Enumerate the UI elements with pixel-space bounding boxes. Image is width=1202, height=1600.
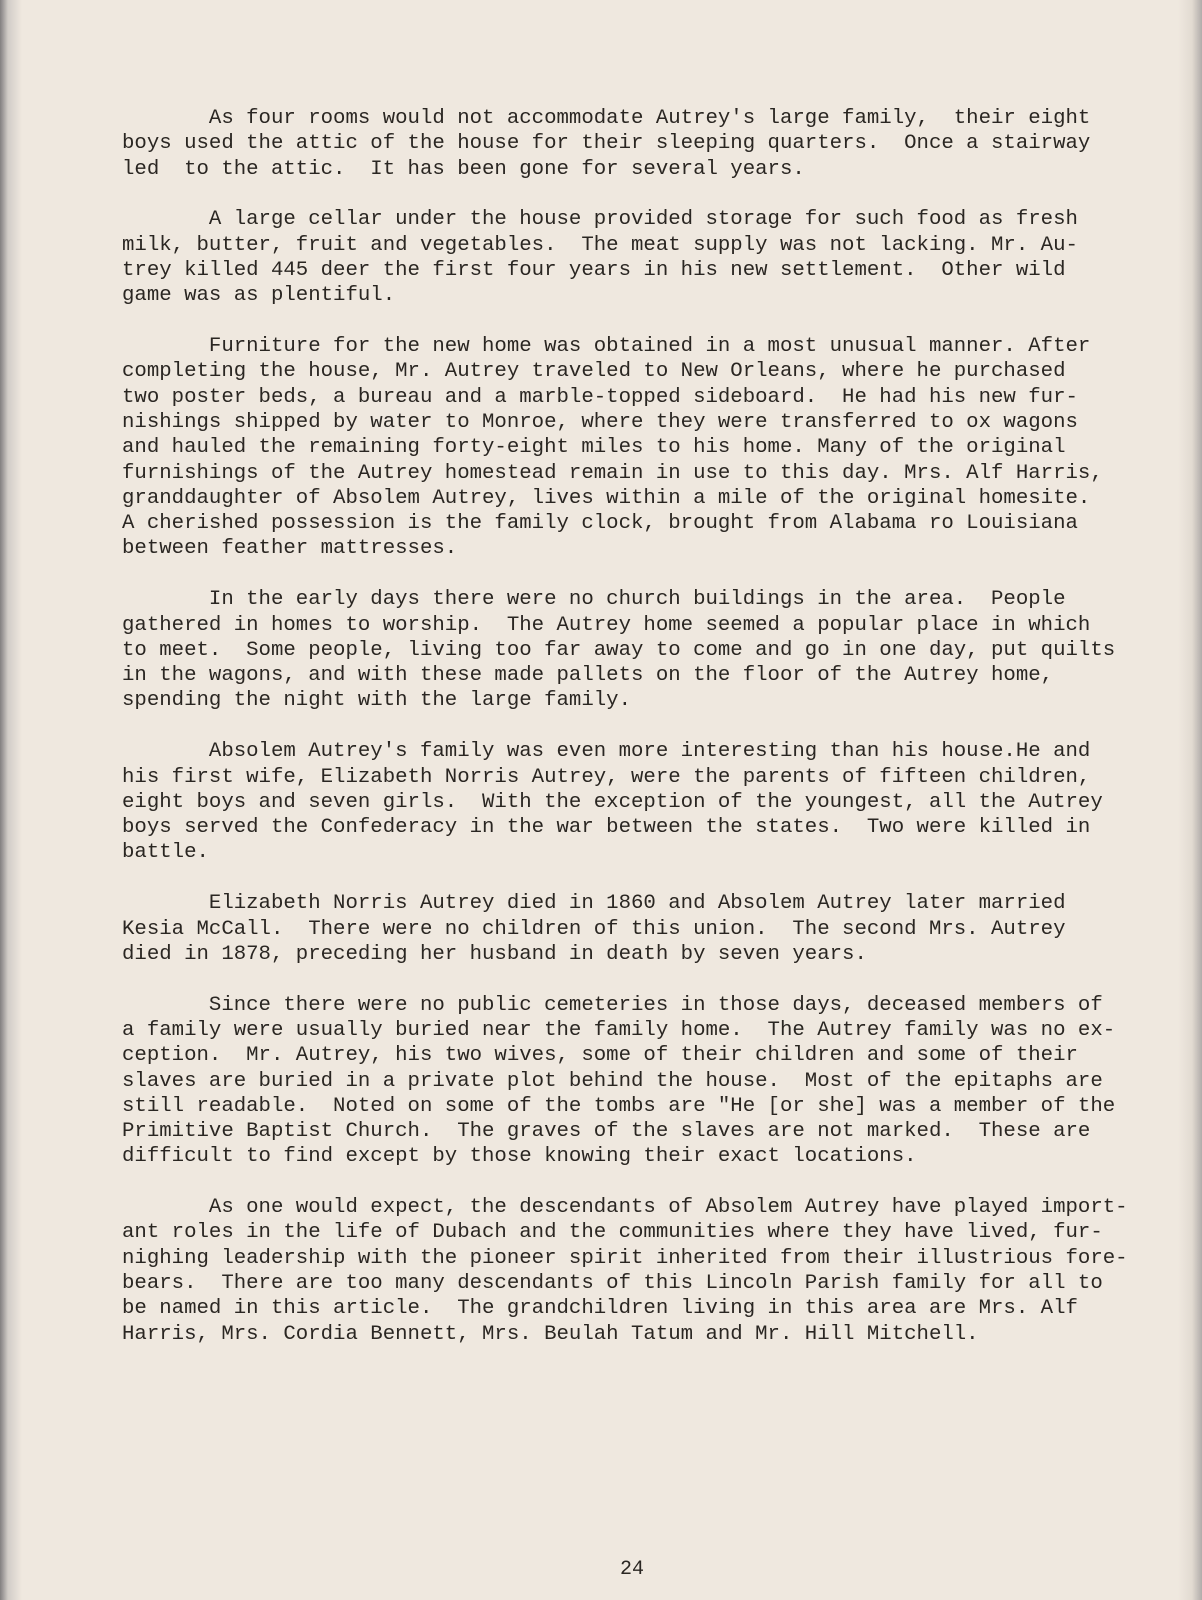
text-line: As four rooms would not accommodate Autrey's large family, their eight: [122, 107, 1091, 130]
text-line: a family were usually buried near the family home. The Autrey family was no ex-: [122, 1018, 1116, 1042]
paragraph-family: [122, 739, 1152, 865]
text-line: battle.: [122, 841, 209, 865]
text-line: died in 1878, preceding her husband in death by seven years.: [122, 942, 867, 966]
text-line: nishings shipped by water to Monroe, where they were transferred to ox wagons: [122, 410, 1078, 434]
text-line: led to the attic. It has been gone for several years.: [122, 157, 805, 181]
text-line: furnishings of the Autrey homestead remain in use to this day. Mrs. Alf Harris,: [122, 461, 1103, 485]
text-line: Kesia McCall. There were no children of this union. The second Mrs. Autrey: [122, 917, 1066, 941]
text-line: in the wagons, and with these made pallets on the floor of the Autrey home,: [122, 664, 1054, 688]
text-line: spending the night with the large family.: [122, 689, 631, 713]
paragraph-attic: [122, 106, 1152, 182]
text-line: two poster beds, a bureau and a marble-topped sideboard. He had his new fur-: [122, 385, 1078, 409]
paragraph-church: [122, 587, 1152, 713]
text-line: A large cellar under the house provided storage for such food as fresh: [122, 208, 1078, 232]
text-line: Furniture for the new home was obtained in a most unusual manner. After: [122, 335, 1091, 359]
text-line: between feather mattresses.: [122, 537, 458, 561]
text-line: gathered in homes to worship. The Autrey home seemed a popular place in which: [122, 613, 1091, 637]
text-line: Absolem Autrey's family was even more interesting than his house.He and: [122, 740, 1091, 764]
text-line: milk, butter, fruit and vegetables. The meat supply was not lacking. Mr. Au-: [122, 233, 1078, 257]
text-line: Primitive Baptist Church. The graves of the slaves are not marked. These are: [122, 1120, 1091, 1144]
paragraph-cemetery: [122, 993, 1152, 1170]
text-line: eight boys and seven girls. With the exception of the youngest, all the Autrey: [122, 790, 1103, 814]
text-line: Since there were no public cemeteries in those days, deceased members of: [122, 993, 1103, 1017]
text-line: boys served the Confederacy in the war between the states. Two were killed in: [122, 816, 1091, 840]
text-line: game was as plentiful.: [122, 284, 396, 308]
text-line: and hauled the remaining forty-eight miles to his home. Many of the original: [122, 436, 1066, 460]
text-line: In the early days there were no church buildings in the area. People: [122, 588, 1066, 612]
text-line: be named in this article. The grandchildren living in this area are Mrs. Alf: [122, 1297, 1078, 1321]
text-line: ception. Mr. Autrey, his two wives, some of their children and some of their: [122, 1044, 1078, 1068]
text-line: Elizabeth Norris Autrey died in 1860 and Absolem Autrey later married: [122, 892, 1066, 916]
text-line: nighing leadership with the pioneer spirit inherited from their illustrious fore-: [122, 1246, 1128, 1270]
text-line: ant roles in the life of Dubach and the communities where they have lived, fur-: [122, 1221, 1103, 1245]
text-line: bears. There are too many descendants of this Lincoln Parish family for all to: [122, 1272, 1103, 1296]
paragraph-cellar: [122, 207, 1152, 308]
text-line: his first wife, Elizabeth Norris Autrey, were the parents of fifteen children,: [122, 765, 1091, 789]
paragraph-furniture: [122, 334, 1152, 562]
text-line: boys used the attic of the house for their sleeping quarters. Once a stairway: [122, 132, 1091, 156]
text-line: completing the house, Mr. Autrey traveled to New Orleans, where he purchased: [122, 360, 1066, 384]
article-body: [122, 106, 1152, 1372]
page-number: 24: [620, 1558, 645, 1581]
paragraph-marriage: [122, 891, 1152, 967]
text-line: A cherished possession is the family clock, brought from Alabama ro Louisiana: [122, 512, 1078, 536]
text-line: trey killed 445 deer the first four years in his new settlement. Other wild: [122, 258, 1066, 282]
text-line: difficult to find except by those knowing their exact locations.: [122, 1145, 917, 1169]
text-line: Harris, Mrs. Cordia Bennett, Mrs. Beulah Tatum and Mr. Hill Mitchell.: [122, 1322, 979, 1346]
paragraph-descendants: [122, 1195, 1152, 1347]
text-line: slaves are buried in a private plot behind the house. Most of the epitaphs are: [122, 1069, 1103, 1093]
text-line: to meet. Some people, living too far away to come and go in one day, put quilts: [122, 638, 1116, 662]
text-line: granddaughter of Absolem Autrey, lives within a mile of the original homesite.: [122, 486, 1091, 510]
text-line: As one would expect, the descendants of Absolem Autrey have played import-: [122, 1196, 1128, 1220]
text-line: still readable. Noted on some of the tombs are "He [or she] was a member of the: [122, 1094, 1116, 1118]
